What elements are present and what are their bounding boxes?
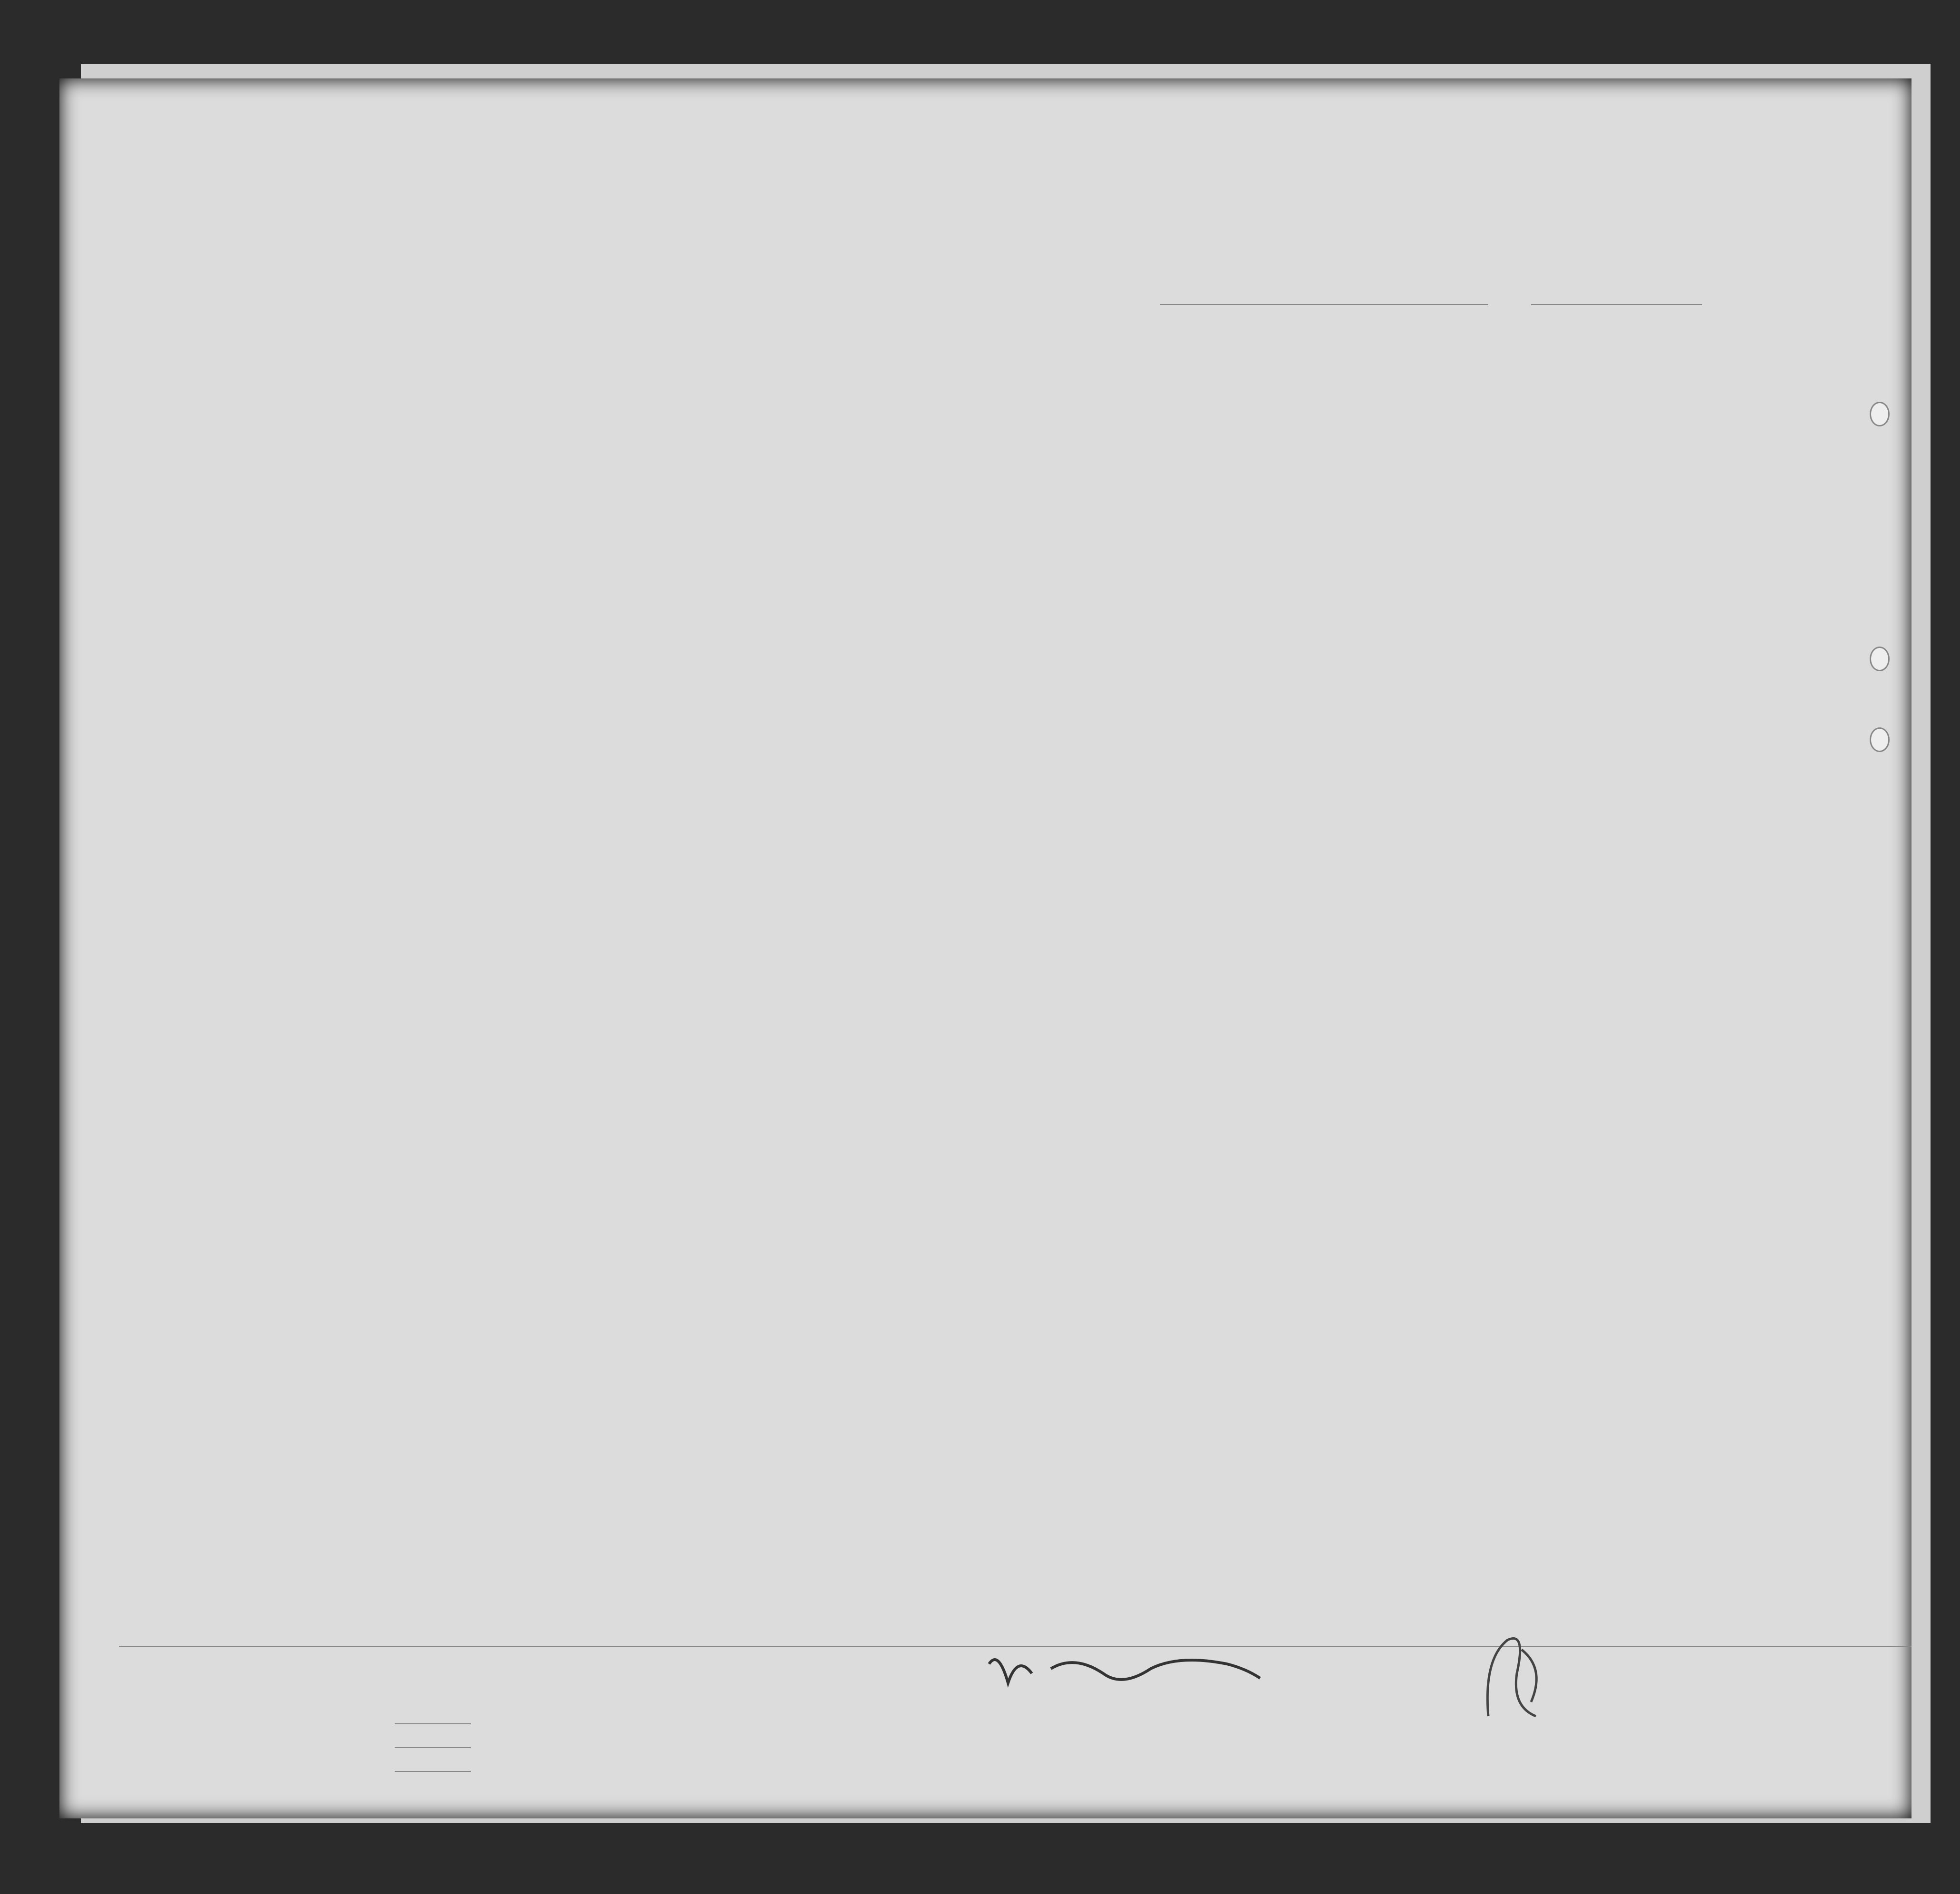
purser-signature bbox=[980, 1645, 1265, 1707]
binder-hole bbox=[1870, 647, 1890, 671]
date-underline bbox=[1531, 304, 1702, 305]
aliens-line bbox=[395, 1771, 471, 1772]
binder-hole bbox=[1870, 402, 1890, 426]
binder-hole bbox=[1870, 727, 1890, 752]
inspector-signature bbox=[1474, 1631, 1569, 1730]
total-passengers-line bbox=[395, 1723, 471, 1724]
port-underline bbox=[1160, 304, 1488, 305]
us-citizens-line bbox=[395, 1747, 471, 1748]
manifest-page bbox=[59, 78, 1911, 1818]
